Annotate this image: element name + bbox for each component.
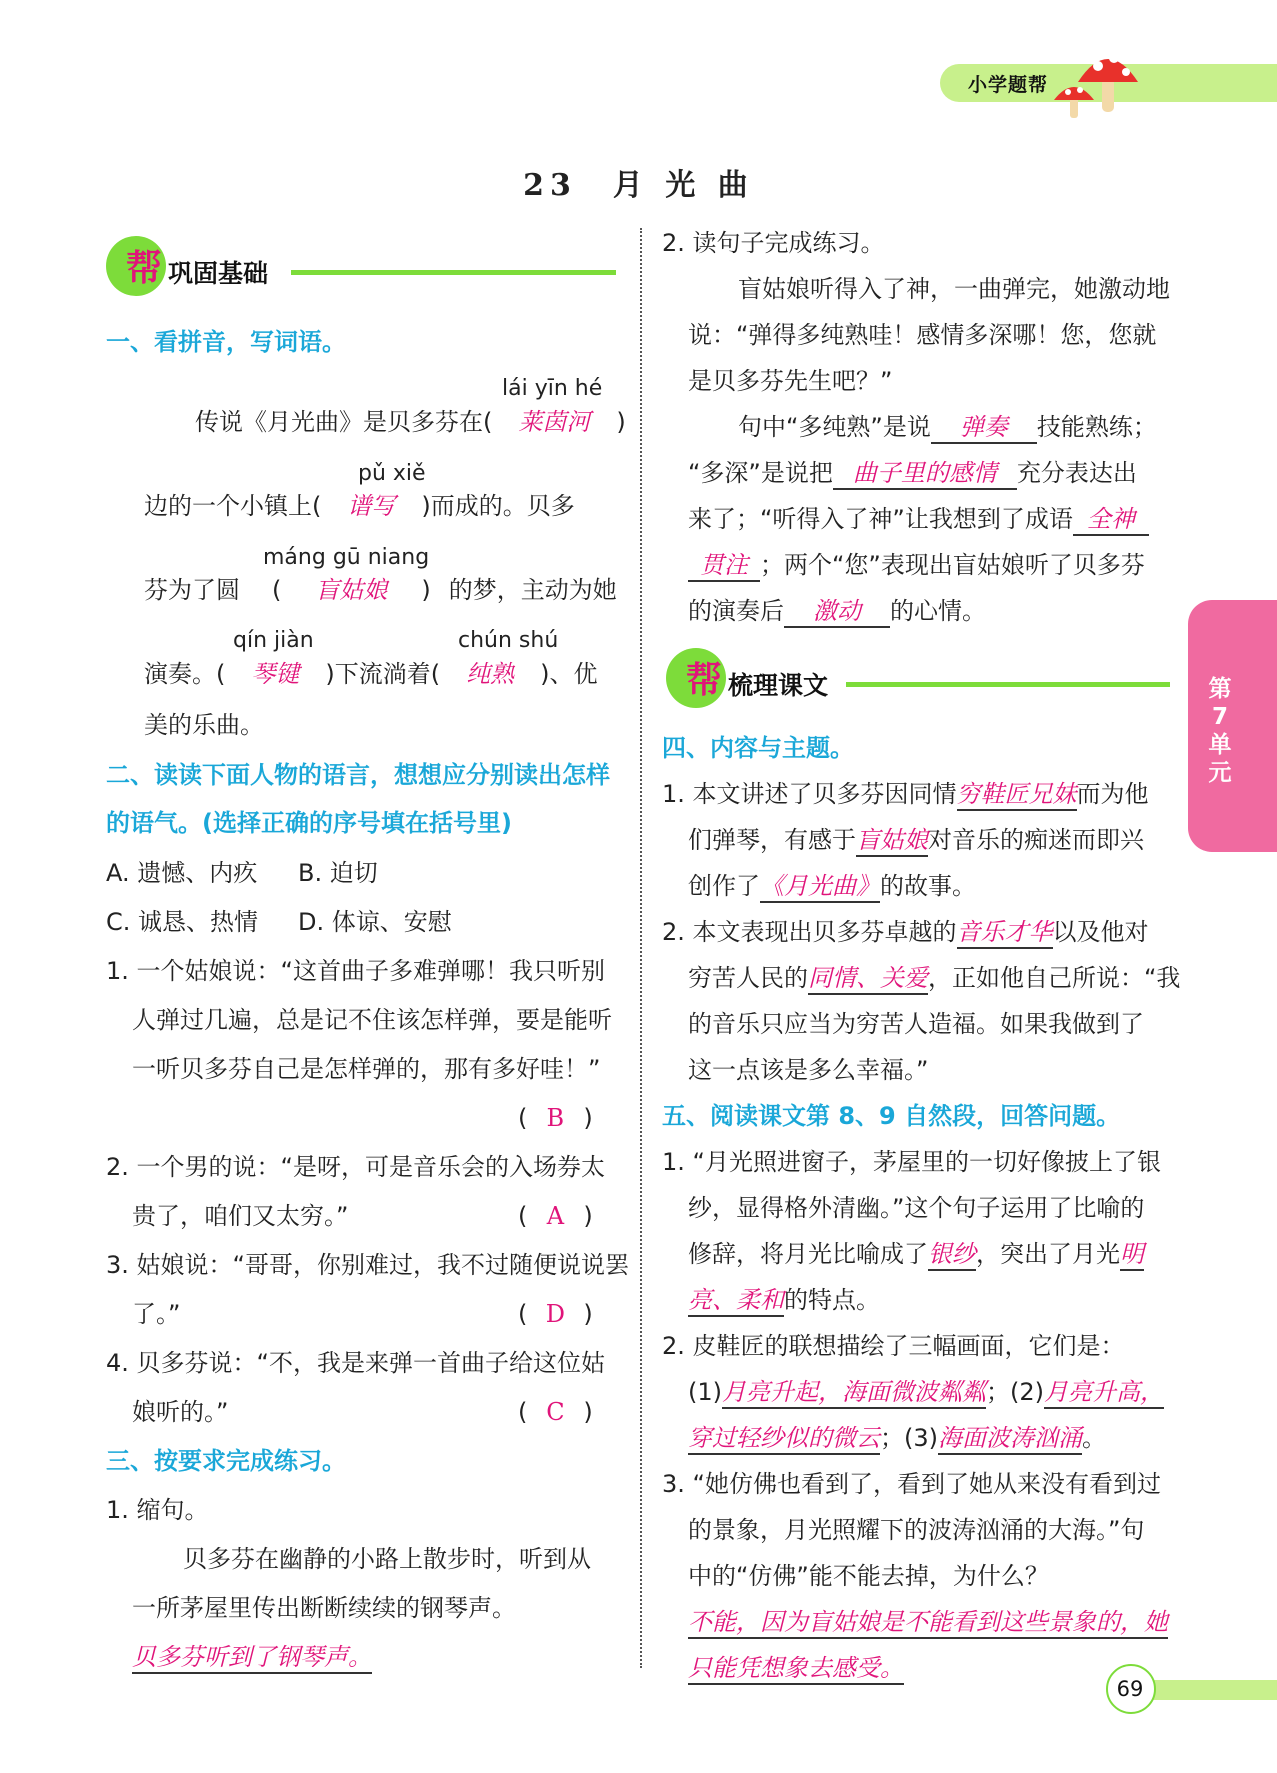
s3-q1-sentence-1: 贝多芬在幽静的小路上散步时，听到从 bbox=[183, 1545, 591, 1573]
option-c: C. 诚恳、热情 bbox=[106, 908, 259, 936]
s3-heading: 三、按要求完成练习。 bbox=[106, 1447, 346, 1475]
page-number: 69 bbox=[1116, 1677, 1144, 1701]
s4-q2-line3: 的音乐只应当为穷苦人造福。如果我做到了 bbox=[688, 1010, 1144, 1038]
s3-q2-passage-1: 盲姑娘听得入了神，一曲弹完，她激动地 bbox=[738, 275, 1170, 303]
answer-picture-2b: 穿过轻纱似的微云 bbox=[688, 1423, 880, 1455]
s3-q2-row5: 的演奏后 激动 的心情。 bbox=[688, 596, 986, 628]
s5-q1-line2: 纱，显得格外清幽。”这个句子运用了比喻的 bbox=[688, 1194, 1145, 1222]
banner-line bbox=[846, 682, 1170, 687]
s4-heading: 四、内容与主题。 bbox=[662, 734, 854, 762]
s5-q2-line2: (1)月亮升起，海面微波粼粼；(2)月亮升高， bbox=[688, 1377, 1164, 1409]
s3-q1: 1. 缩句。 bbox=[106, 1496, 209, 1524]
answer-tanzou: 弹奏 bbox=[931, 412, 1037, 444]
s3-q2: 2. 读句子完成练习。 bbox=[662, 229, 885, 257]
s5-q1-line3: 修辞，将月光比喻成了银纱，突出了月光明 bbox=[688, 1239, 1144, 1271]
answer-jidong: 激动 bbox=[784, 596, 890, 628]
s2-q1-line2: 人弹过几遍，总是记不住该怎样弹，要是能听 bbox=[132, 1006, 612, 1034]
s1-line2: 边的一个小镇上( 谱写 )而成的。贝多 bbox=[144, 492, 575, 520]
s2-q2-answer: ( A ) bbox=[518, 1202, 593, 1230]
s4-q1-line3: 创作了《月光曲》的故事。 bbox=[688, 871, 976, 903]
pinyin-5: chún shú bbox=[458, 628, 559, 653]
option-b: B. 迫切 bbox=[298, 859, 378, 887]
answer-mangguniang: 盲姑娘 bbox=[856, 825, 928, 857]
answer-picture-1: 月亮升起，海面微波粼粼 bbox=[722, 1377, 986, 1409]
s3-q1-sentence-2: 一所茅屋里传出断断续续的钢琴声。 bbox=[132, 1594, 516, 1622]
s5-q2-line3: 穿过轻纱似的微云；(3)海面波涛汹涌。 bbox=[688, 1423, 1106, 1455]
s1-line5: 美的乐曲。 bbox=[144, 711, 264, 739]
answer-picture-3: 海面波涛汹涌 bbox=[938, 1423, 1082, 1455]
banner-label: 巩固基础 bbox=[168, 259, 269, 288]
s4-q2-line1: 2. 本文表现出贝多芬卓越的音乐才华以及他对 bbox=[662, 917, 1149, 949]
s2-q3-answer: ( D ) bbox=[518, 1300, 593, 1328]
s2-q2-line2: 贵了，咱们又太穷。” bbox=[132, 1202, 349, 1230]
s3-q2-passage-2: 说：“弹得多纯熟哇！感情多深哪！您，您就 bbox=[688, 321, 1157, 349]
answer-picture-2a: 月亮升高， bbox=[1044, 1377, 1164, 1409]
s2-q4-line2: 娘听的。” bbox=[132, 1398, 229, 1426]
answer-yueguangqu: 《月光曲》 bbox=[760, 871, 880, 903]
option-a: A. 遗憾、内疚 bbox=[106, 859, 258, 887]
banner-bang: 帮 bbox=[126, 247, 163, 289]
s2-q1-answer: ( B ) bbox=[518, 1104, 593, 1132]
pinyin-3: máng gū niang bbox=[263, 545, 430, 570]
s2-q4-answer: ( C ) bbox=[518, 1398, 593, 1426]
answer-puxie: 谱写 bbox=[347, 492, 396, 520]
s2-q3-line2: 了。” bbox=[132, 1300, 181, 1328]
s3-q2-passage-3: 是贝多芬先生吧？” bbox=[688, 367, 893, 395]
s3-q2-row3: 来了；“听得入了神”让我想到了成语 全神 bbox=[688, 504, 1149, 536]
page-title: 23 月 光 曲 bbox=[523, 168, 754, 203]
pinyin-4: qín jiàn bbox=[233, 628, 314, 653]
s2-q1-line3: 一听贝多芬自己是怎样弹的，那有多好哇！” bbox=[132, 1055, 601, 1083]
s3-q2-row2: “多深”是说把 曲子里的感情 充分表达出 bbox=[688, 458, 1137, 490]
s1-heading: 一、看拼音，写词语。 bbox=[106, 328, 346, 356]
answer-liangrouhe: 亮、柔和 bbox=[688, 1285, 784, 1317]
s3-q1-answer: 贝多芬听到了钢琴声。 bbox=[132, 1642, 372, 1674]
s1-line3: 芬为了圆 ( 盲姑娘 ) 的梦，主动为她 bbox=[144, 576, 617, 604]
pinyin-1: lái yīn hé bbox=[502, 376, 603, 401]
s3-q2-row4: 贯注 ；两个“您”表现出盲姑娘听了贝多芬 bbox=[688, 550, 1145, 582]
banner-review bbox=[666, 648, 1170, 712]
s4-q1-line1: 1. 本文讲述了贝多芬因同情穷鞋匠兄妹而为他 bbox=[662, 779, 1149, 811]
banner-consolidate bbox=[106, 236, 616, 300]
answer-qingan: 曲子里的感情 bbox=[833, 458, 1017, 490]
answer-guanzhu: 贯注 bbox=[688, 550, 760, 582]
s5-q3-answer-1: 不能，因为盲姑娘是不能看到这些景象的，她 bbox=[688, 1607, 1168, 1639]
unit-tab-label: 第7单元 bbox=[1208, 676, 1232, 786]
s5-q3-line3: 中的“仿佛”能不能去掉，为什么？ bbox=[688, 1562, 1049, 1590]
brand-label: 小学题帮 bbox=[968, 74, 1049, 96]
s5-q2-line1: 2. 皮鞋匠的联想描绘了三幅画面，它们是： bbox=[662, 1332, 1125, 1360]
s5-q3-line1: 3. “她仿佛也看到了，看到了她从来没有看到过 bbox=[662, 1470, 1161, 1498]
s2-q2-line1: 2. 一个男的说：“是呀，可是音乐会的入场券太 bbox=[106, 1153, 605, 1181]
answer-caihua: 音乐才华 bbox=[957, 917, 1053, 949]
column-divider bbox=[640, 228, 642, 1668]
s4-q1-line2: 们弹琴，有感于盲姑娘对音乐的痴迷而即兴 bbox=[688, 825, 1144, 857]
answer-yinsha: 银纱 bbox=[928, 1239, 976, 1271]
s2-q4-line1: 4. 贝多芬说：“不，我是来弹一首曲子给这位姑 bbox=[106, 1349, 605, 1377]
s5-heading: 五、阅读课文第 8、9 自然段，回答问题。 bbox=[662, 1102, 1121, 1130]
answer-qinjian: 琴键 bbox=[251, 660, 300, 688]
s5-q3-answer-2: 只能凭想象去感受。 bbox=[688, 1653, 904, 1685]
answer-xiejiang: 穷鞋匠兄妹 bbox=[957, 779, 1077, 811]
s2-q1-line1: 1. 一个姑娘说：“这首曲子多难弹哪！我只听别 bbox=[106, 957, 605, 985]
banner-bang: 帮 bbox=[686, 659, 723, 701]
option-d: D. 体谅、安慰 bbox=[298, 908, 452, 936]
s4-q2-line2: 穷苦人民的同情、关爱，正如他自己所说：“我 bbox=[688, 963, 1180, 995]
s5-q3-line2: 的景象，月光照耀下的波涛汹涌的大海。”句 bbox=[688, 1516, 1145, 1544]
s5-q1-line4: 亮、柔和的特点。 bbox=[688, 1285, 880, 1317]
answer-ming: 明 bbox=[1120, 1239, 1144, 1271]
s2-q3-line1: 3. 姑娘说：“哥哥，你别难过，我不过随便说说罢 bbox=[106, 1251, 629, 1279]
s4-q2-line4: 这一点该是多么幸福。” bbox=[688, 1056, 929, 1084]
s2-heading-1: 二、读读下面人物的语言，想想应分别读出怎样 bbox=[106, 761, 610, 789]
pinyin-2: pǔ xiě bbox=[358, 461, 426, 486]
s1-line4: 演奏。( 琴键 )下流淌着( 纯熟 )、优 bbox=[144, 660, 598, 688]
answer-manggunian: 盲姑娘 bbox=[315, 576, 388, 604]
s3-q2-row1: 句中“多纯熟”是说 弹奏 技能熟练； bbox=[738, 412, 1157, 444]
answer-quanshen: 全神 bbox=[1073, 504, 1149, 536]
mushroom-icon bbox=[1050, 40, 1140, 120]
answer-chunshu: 纯熟 bbox=[466, 660, 515, 688]
s5-q1-line1: 1. “月光照进窗子，茅屋里的一切好像披上了银 bbox=[662, 1148, 1161, 1176]
banner-label: 梳理课文 bbox=[728, 671, 829, 700]
banner-line bbox=[291, 270, 616, 275]
answer-tongqing: 同情、关爱 bbox=[808, 963, 928, 995]
s2-heading-2: 的语气。(选择正确的序号填在括号里) bbox=[106, 809, 512, 837]
s1-line1: 传说《月光曲》是贝多芬在( 莱茵河 ) bbox=[195, 408, 626, 436]
answer-laiyinhe: 莱茵河 bbox=[518, 408, 591, 436]
